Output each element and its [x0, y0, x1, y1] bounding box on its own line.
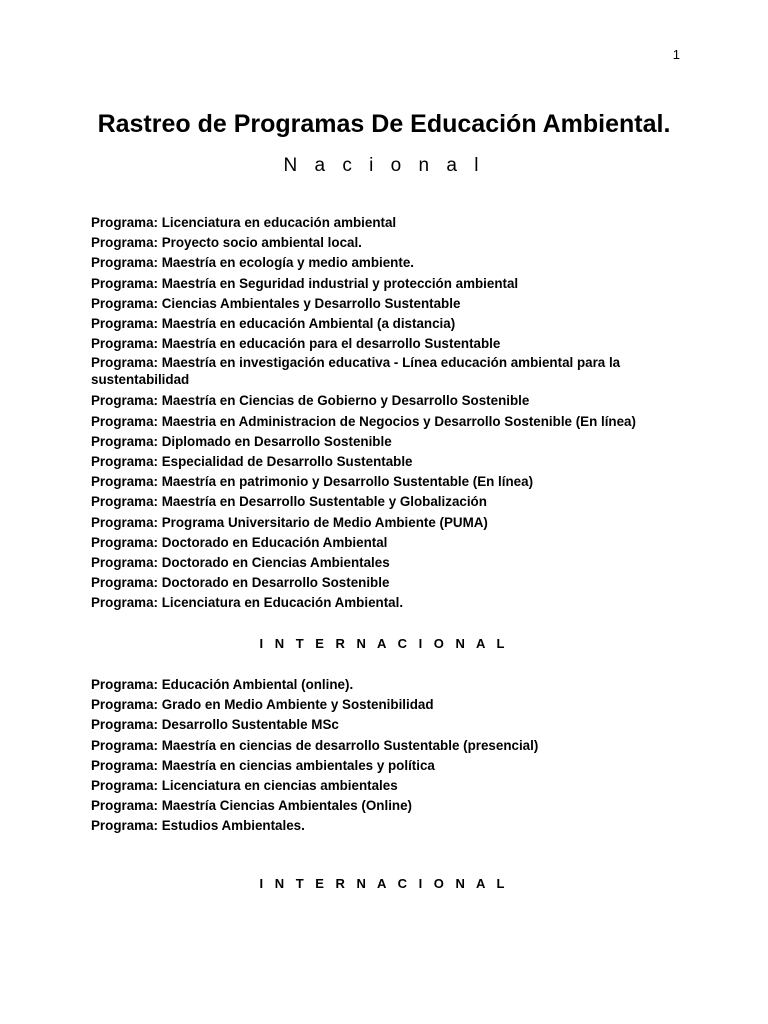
- program-item: Programa: Programa Universitario de Medio Ambiente (PUMA): [91, 514, 488, 530]
- program-item: Programa: Licenciatura en Educación Ambiental.: [91, 595, 404, 611]
- program-item: Programa: Licenciatura en educación ambiental: [91, 215, 397, 230]
- program-item: Programa: Maestría en educación Ambiental (a distancia): [91, 316, 456, 332]
- section-heading-internacional: I N T E R N A C I O N A L: [259, 636, 509, 651]
- program-item: Programa: Proyecto socio ambiental local.: [91, 235, 362, 251]
- program-item: Programa: Maestria en Administracion de Negocios y Desarrollo Sostenible (En línea): [91, 413, 636, 429]
- page-number: 1: [672, 47, 680, 62]
- internacional-program-list: [91, 675, 651, 837]
- program-item: Programa: Maestría en ecología y medio ambiente.: [91, 255, 414, 271]
- section-heading-nacional: N a c i o n a l: [283, 155, 485, 176]
- program-item: Programa: Maestría en investigación educativa - Línea educación ambiental para la sustentabilidad: [91, 355, 621, 388]
- program-item: Programa: Grado en Medio Ambiente y Sostenibilidad: [91, 697, 434, 713]
- program-item: Programa: Doctorado en Ciencias Ambientales: [91, 555, 390, 571]
- program-item: Programa: Maestría en Desarrollo Sustentable y Globalización: [91, 494, 487, 510]
- section-heading-internacional-2: I N T E R N A C I O N A L: [259, 876, 509, 891]
- program-item: Programa: Maestría en ciencias de desarrollo Sustentable (presencial): [91, 737, 539, 753]
- program-item: Programa: Desarrollo Sustentable MSc: [91, 717, 339, 733]
- program-item: Programa: Estudios Ambientales.: [91, 818, 305, 834]
- nacional-program-list: [91, 213, 651, 614]
- program-item: Programa: Maestría en educación para el desarrollo Sustentable: [91, 336, 501, 352]
- program-item: Programa: Maestría en ciencias ambientales y política: [91, 757, 435, 773]
- program-item: Programa: Maestría en Ciencias de Gobierno y Desarrollo Sostenible: [91, 393, 530, 409]
- program-item: Programa: Licenciatura en ciencias ambientales: [91, 778, 398, 794]
- program-item: Programa: Doctorado en Educación Ambiental: [91, 534, 388, 550]
- program-item: Programa: Maestría en Seguridad industrial y protección ambiental: [91, 275, 519, 291]
- program-item: Programa: Doctorado en Desarrollo Sostenible: [91, 575, 390, 591]
- document-title: Rastreo de Programas De Educación Ambiental.: [97, 110, 671, 138]
- program-item: Programa: Maestría en patrimonio y Desarrollo Sustentable (En línea): [91, 474, 534, 490]
- program-item: Programa: Especialidad de Desarrollo Sustentable: [91, 454, 413, 470]
- program-item: Programa: Maestría Ciencias Ambientales (Online): [91, 798, 413, 814]
- program-item: Programa: Educación Ambiental (online).: [91, 677, 354, 692]
- program-item: Programa: Ciencias Ambientales y Desarrollo Sustentable: [91, 295, 461, 311]
- program-item: Programa: Diplomado en Desarrollo Sostenible: [91, 433, 392, 449]
